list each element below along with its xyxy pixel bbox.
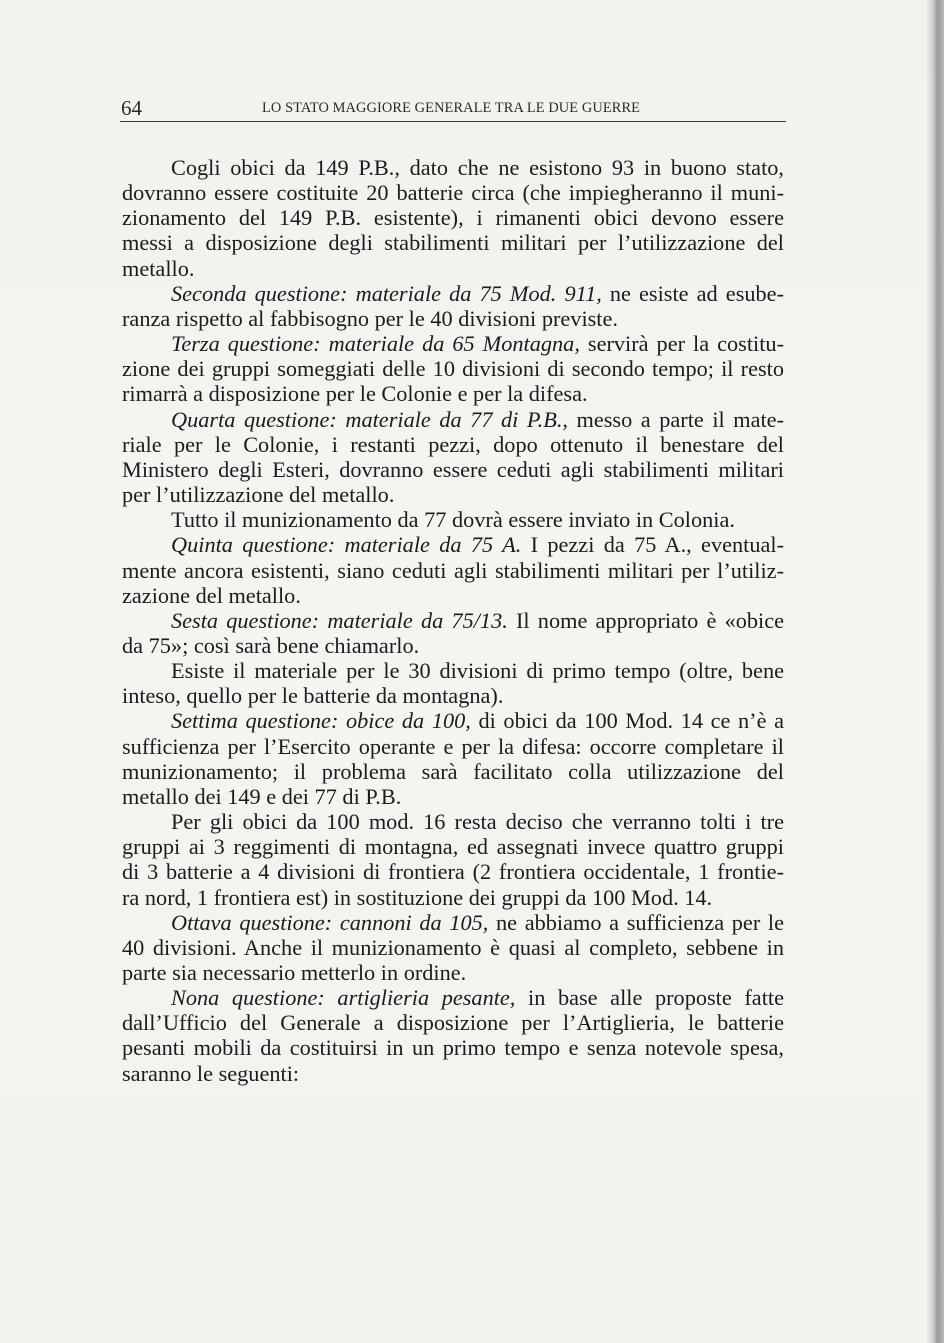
text-run: ne abbiamo a sufficienza per le [488,909,784,935]
text-run: messo a parte il mate- [567,406,784,432]
paragraph [122,809,784,910]
paragraph [122,910,784,985]
page-number: 64 [121,96,142,120]
text-line: metallo. [122,255,195,281]
text-line [122,532,784,557]
text-line [122,608,784,633]
text-line: Ministero degli Esteri, dovranno essere ceduti agli stabilimenti militari [122,456,784,482]
body-text [122,155,784,1086]
text-line: ranza rispetto al fabbisogno per le 40 divisioni previste. [122,305,618,331]
text-run: I pezzi da 75 A., eventual- [521,532,784,558]
text-line: di 3 batterie a 4 divisioni di frontiera (2 frontiera occidentale, 1 frontie- [122,859,784,885]
text-line: munizionamento; il problema sarà facilitato colla utilizzazione del [122,758,784,784]
text-line [122,985,784,1010]
text-line: zione dei gruppi someggiati delle 10 divisioni di secondo tempo; il resto [122,356,784,382]
text-line: inteso, quello per le batterie da montagna). [122,683,504,709]
paragraph [122,281,784,331]
question-heading: Quarta questione: materiale da 77 di P.B., [171,406,568,432]
text-line [122,708,784,733]
text-line: da 75»; così sarà bene chiamarlo. [122,632,420,658]
text-line: sufficienza per l’Esercito operante e per la difesa: occorre completare il [122,733,784,759]
text-line: Tutto il munizionamento da 77 dovrà essere inviato in Colonia. [171,507,735,533]
paragraph [122,507,784,532]
running-title: LO STATO MAGGIORE GENERALE TRA LE DUE GUERRE [262,100,641,116]
paragraph [122,155,784,281]
question-heading: Settima questione: obice da 100, [171,708,471,734]
paragraph [122,532,784,607]
question-heading: Ottava questione: cannoni da 105, [171,909,489,935]
paragraph [122,985,784,1086]
text-line: metallo dei 149 e dei 77 di P.B. [122,783,402,809]
text-run: Il nome appropriato è «obice [507,607,784,633]
text-line: riale per le Colonie, i restanti pezzi, dopo ottenuto il benestare del [122,431,784,457]
question-heading: Sesta questione: materiale da 75/13. [171,607,508,633]
question-heading: Nona questione: artiglieria pesante, [171,985,516,1011]
question-heading: Seconda questione: materiale da 75 Mod. 911, [171,280,602,306]
text-line: parte sia necessario metterlo in ordine. [122,960,467,985]
text-line [122,281,784,306]
text-line: per l’utilizzazione del metallo. [122,482,395,508]
text-line: mente ancora esistenti, siano ceduti agli stabilimenti militari per l’utiliz- [122,557,784,583]
text-line: gruppi ai 3 reggimenti di montagna, ed assegnati invece quattro gruppi [122,834,784,860]
text-line: rimarrà a disposizione per le Colonie e per la difesa. [122,381,588,407]
text-line: dall’Ufficio del Generale a disposizione per l’Artiglieria, le batterie [122,1010,784,1036]
text-run: servirà per la costitu- [579,331,784,357]
paragraph [122,407,784,508]
text-line: Cogli obici da 149 P.B., dato che ne esistono 93 in buono stato, [171,155,784,180]
text-line [122,910,784,935]
text-run: di obici da 100 Mod. 14 ce n’è a [470,708,784,734]
text-line: Per gli obici da 100 mod. 16 resta deciso che verranno tolti i tre [171,809,784,835]
text-run: ne esiste ad esube- [601,280,784,306]
header-rule [120,121,786,122]
text-line: dovranno essere costituite 20 batterie circa (che impiegheranno il muni- [122,180,784,206]
text-line: pesanti mobili da costituirsi in un primo tempo e senza notevole spesa, [122,1035,784,1061]
text-line: zionamento del 149 P.B. esistente), i rimanenti obici devono essere [122,205,784,231]
paragraph [122,331,784,406]
text-line: Esiste il materiale per le 30 divisioni di primo tempo (oltre, bene [171,658,784,684]
text-line: zazione del metallo. [122,582,301,608]
paragraph [122,708,784,809]
text-line: ra nord, 1 frontiera est) in sostituzione dei gruppi da 100 Mod. 14. [122,884,713,910]
question-heading: Quinta questione: materiale da 75 A. [171,532,522,558]
paragraph [122,608,784,658]
text-run: in base alle proposte fatte [515,985,784,1011]
paragraph [122,658,784,708]
text-line: 40 divisioni. Anche il munizionamento è quasi al completo, sebbene in [122,934,784,960]
scan-edge-shadow [926,0,944,1343]
text-line [122,407,784,432]
text-line: messi a disposizione degli stabilimenti militari per l’utilizzazione del [122,230,784,256]
question-heading: Terza questione: materiale da 65 Montagna, [171,331,580,357]
text-line: saranno le seguenti: [122,1060,300,1086]
text-line [122,331,784,356]
